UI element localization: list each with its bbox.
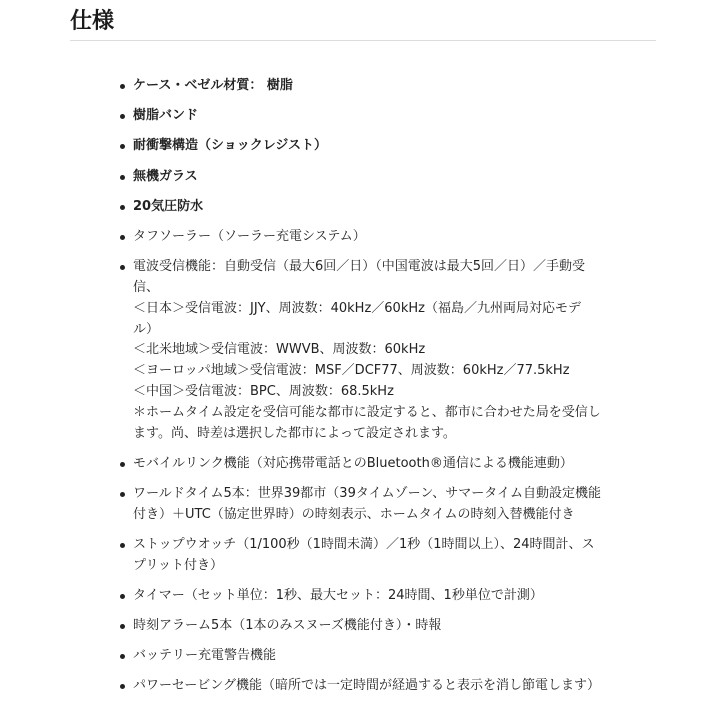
spec-item xyxy=(118,535,638,577)
title-divider xyxy=(70,40,656,41)
bullet-icon xyxy=(120,543,125,548)
bullet-icon xyxy=(120,144,125,149)
spec-item xyxy=(118,646,638,667)
spec-item xyxy=(118,454,638,475)
spec-item xyxy=(118,197,638,218)
spec-item xyxy=(118,616,638,637)
spec-text: タイマー（セット単位：1秒、最大セット：24時間、1秒単位で計測） xyxy=(133,587,543,603)
spec-item xyxy=(118,106,638,127)
spec-item xyxy=(118,136,638,157)
spec-item xyxy=(118,484,638,526)
spec-text: ＜中国＞受信電波：BPC、周波数：68.5kHz xyxy=(133,383,394,399)
spec-text: ワールドタイム5本：世界39都市（39タイムゾーン、サマータイム自動設定機能 xyxy=(133,485,602,501)
bullet-icon xyxy=(120,114,125,119)
spec-item xyxy=(118,76,638,97)
spec-item xyxy=(118,586,638,607)
spec-text: ケース・ベゼル材質： 樹脂 xyxy=(133,78,293,93)
spec-item xyxy=(118,257,638,444)
spec-text: 信、 xyxy=(133,279,160,295)
spec-text: 電波受信機能：自動受信（最大6回／日）（中国電波は最大5回／日）／手動受 xyxy=(133,259,586,275)
bullet-icon xyxy=(120,235,125,240)
spec-text: 無機ガラス xyxy=(133,168,198,184)
bullet-icon xyxy=(120,175,125,180)
bullet-icon xyxy=(120,492,125,497)
bullet-icon xyxy=(120,654,125,659)
spec-item xyxy=(118,676,638,697)
bullet-icon xyxy=(120,205,125,210)
spec-list xyxy=(118,76,638,707)
spec-text: 樹脂バンド xyxy=(133,108,199,124)
spec-text: ＜日本＞受信電波：JJY、周波数：40kHz／60kHz（福島／九州両局対応モデ xyxy=(133,300,581,316)
spec-text: 20気圧防水 xyxy=(133,198,204,214)
bullet-icon xyxy=(120,594,125,599)
spec-text: ル） xyxy=(133,321,160,337)
spec-text: バッテリー充電警告機能 xyxy=(133,648,277,664)
spec-text: ＜北米地域＞受信電波：WWVB、周波数：60kHz xyxy=(133,342,426,358)
spec-text: ＜ヨーロッパ地域＞受信電波：MSF／DCF77、周波数：60kHz／77.5kHz xyxy=(133,363,570,379)
page-title: 仕様 xyxy=(70,9,115,34)
spec-text: ＊ホームタイム設定を受信可能な都市に設定すると、都市に合わせた局を受信し xyxy=(133,404,601,420)
bullet-icon xyxy=(120,84,125,89)
spec-item xyxy=(118,227,638,248)
bullet-icon xyxy=(120,624,125,629)
spec-text: ます。尚、時差は選択した都市によって設定されます。 xyxy=(133,425,456,441)
spec-text: タフソーラー（ソーラー充電システム） xyxy=(133,228,366,244)
spec-text: 耐衝撃構造（ショックレジスト） xyxy=(133,138,328,154)
bullet-icon xyxy=(120,462,125,467)
spec-text: プリット付き） xyxy=(133,557,223,573)
spec-text: モバイルリンク機能（対応携帯電話とのBluetooth®通信による機能連動） xyxy=(133,455,573,471)
spec-item xyxy=(118,167,638,188)
bullet-icon xyxy=(120,265,125,270)
spec-text: 時刻アラーム5本（1本のみスヌーズ機能付き）・時報 xyxy=(133,618,442,634)
spec-text: パワーセービング機能（暗所では一定時間が経過すると表示を消し節電します） xyxy=(133,678,600,694)
spec-text: 付き）＋UTC（協定世界時）の時刻表示、ホームタイムの時刻入替機能付き xyxy=(133,506,575,522)
bullet-icon xyxy=(120,684,125,689)
spec-text: ストップウオッチ（1/100秒（1時間未満）／1秒（1時間以上）、24時間計、ス xyxy=(133,536,595,552)
